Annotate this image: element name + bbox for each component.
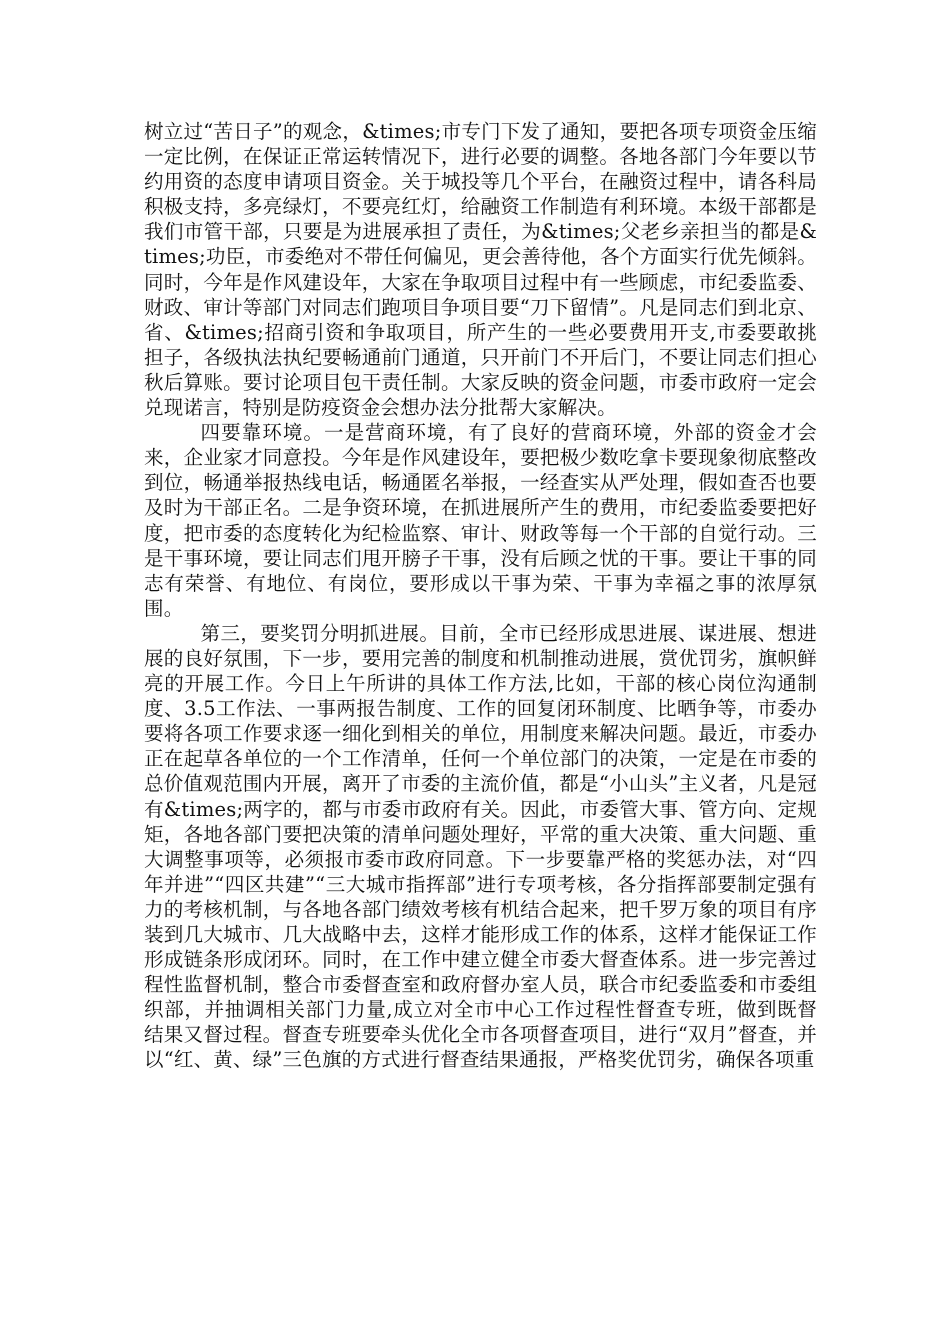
document-body xyxy=(144,119,817,1073)
paragraph-2: 四要靠环境。一是营商环境，有了良好的营商环境，外部的资金才会来，企业家才同意投。今年是作风建设年，要把极少数吃拿卡要现象彻底整改到位，畅通举报热线电话，畅通匿名举报，一经查实从严处理，假如查否也要及时为干部正名。二是争资环境，在抓进展所产生的费用，市纪委监委要把好度，把市委的态度转化为纪检监察、审计、财政等每一个干部的自觉行动。三是干事环境，要让同志们甩开膀子干事，没有后顾之忧的干事。要让干事的同志有荣誉、有地位、有岗位，要形成以干事为荣、干事为幸福之事的浓厚氛围。 xyxy=(144,421,817,620)
paragraph-1: 树立过“苦日子”的观念，&times;市专门下发了通知，要把各项专项资金压缩一定比例，在保证正常运转情况下，进行必要的调整。各地各部门今年要以节约用资的态度申请项目资金。关于城投等几个平台，在融资过程中，请各科局积极支持，多亮绿灯，不要亮红灯，给融资工作制造有利环境。本级干部都是我们市管干部，只要是为进展承担了责任，为&times;父老乡亲担当的都是&times;功臣，市委绝对不带任何偏见，更会善待他，各个方面实行优先倾斜。同时，今年是作风建设年，大家在争取项目过程中有一些顾虑，市纪委监委、财政、审计等部门对同志们跑项目争项目要“刀下留情”。凡是同志们到北京、省、&times;招商引资和争取项目，所产生的一些必要费用开支,市委要敢挑担子，各级执法执纪要畅通前门通道，只开前门不开后门，不要让同志们担心秋后算账。要讨论项目包干责任制。大家反映的资金问题，市委市政府一定会兑现诺言，特别是防疫资金会想办法分批帮大家解决。 xyxy=(144,120,817,420)
paragraph-3: 第三，要奖罚分明抓进展。目前，全市已经形成思进展、谋进展、想进展的良好氛围，下一步，要用完善的制度和机制推动进展，赏优罚劣，旗帜鲜亮的开展工作。今日上午所讲的具体工作方法,比如，干部的核心岗位沟通制度、3.5工作法、一事两报告制度、工作的回复闭环制度、比晒争等，市委办要将各项工作要求逐一细化到相关的单位，用制度来解决问题。最近，市委办正在起草各单位的一个工作清单，任何一个单位部门的决策，一定是在市委的总价值观范围内开展，离开了市委的主流价值，都是“小山头”主义者，凡是冠有&times;两字的，都与市委市政府有关。因此，市委管大事、管方向、定规矩，各地各部门要把决策的清单问题处理好，平常的重大决策、重大问题、重大调整事项等，必须报市委市政府同意。下一步要靠严格的奖惩办法，对“四年并进”“四区共建”“三大城市指挥部”进行专项考核，各分指挥部要制定强有力的考核机制，与各地各部门绩效考核有机结合起来，把千罗万象的项目有序装到几大城市、几大战略中去，这样才能形成工作的体系，这样才能保证工作形成链条形成闭环。同时，在工作中建立健全市委大督查体系。进一步完善过程性监督机制，整合市委督查室和政府督办室人员，联合市纪委监委和市委组织部，并抽调相关部门力量,成立对全市中心工作过程性督查专班，做到既督结果又督过程。督查专班要牵头优化全市各项督查项目，进行“双月”督查，并以“红、黄、绿”三色旗的方式进行督查结果通报，严格奖优罚劣，确保各项重 xyxy=(144,621,817,1072)
